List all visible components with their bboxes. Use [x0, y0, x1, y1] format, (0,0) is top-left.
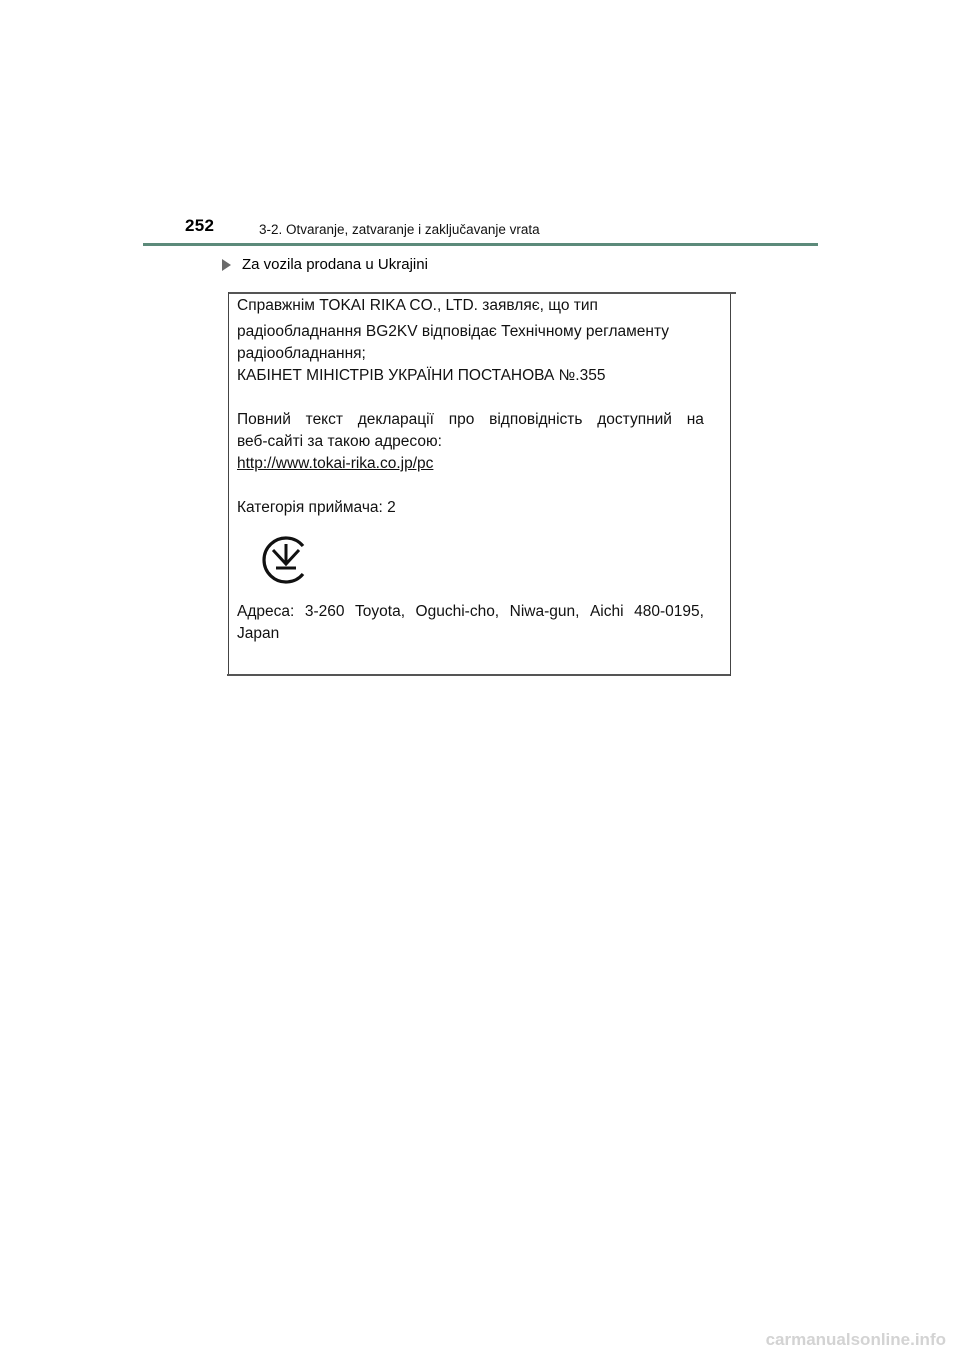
header-rule	[143, 243, 818, 246]
section-heading-text: Za vozila prodana u Ukrajini	[242, 256, 428, 273]
full-text-word: текст	[305, 411, 343, 428]
full-text-line	[237, 409, 704, 430]
full-text-word: Повний	[237, 411, 291, 428]
address-line	[237, 601, 704, 622]
full-text-word: на	[686, 411, 704, 428]
declaration-url-link[interactable]: http://www.tokai-rika.co.jp/pc	[237, 455, 434, 472]
ukrainian-conformity-mark-icon	[259, 534, 313, 586]
full-text-word: доступний	[597, 411, 672, 428]
address-word: Toyota,	[355, 603, 406, 620]
declaration-line-3: радіообладнання;	[237, 345, 366, 362]
footer-watermark: carmanualsonline.info	[765, 1330, 946, 1349]
address-word: 480-0195,	[634, 603, 704, 620]
address-word: Адреса:	[237, 603, 295, 620]
address-word: Oguchi-cho,	[415, 603, 500, 620]
receiver-category: Категорія приймача: 2	[237, 499, 396, 516]
triangle-bullet-icon	[222, 259, 231, 271]
page-number: 252	[185, 216, 215, 235]
section-heading	[222, 256, 428, 273]
full-text-word: про	[448, 411, 475, 428]
full-text-word: декларації	[357, 411, 434, 428]
declaration-line-4: КАБІНЕТ МІНІСТРІВ УКРАЇНИ ПОСТАНОВА №.355	[237, 367, 606, 384]
header-section-title: 3-2. Otvaranje, zatvaranje i zaključavanje vrata	[259, 222, 540, 237]
full-text-word: відповідність	[489, 411, 583, 428]
address-word: Niwa-gun,	[509, 603, 580, 620]
address-word: Aichi	[589, 603, 624, 620]
declaration-line-2: радіообладнання BG2KV відповідає Технічному регламенту	[237, 323, 670, 340]
address-word: 3-260	[304, 603, 345, 620]
declaration-line-1: Справжнім TOKAI RIKA CO., LTD. заявляє, що тип	[237, 297, 598, 314]
declaration-line-6: веб-сайті за такою адресою:	[237, 433, 442, 450]
address-line-2: Japan	[237, 625, 280, 642]
declaration-box	[228, 292, 731, 676]
